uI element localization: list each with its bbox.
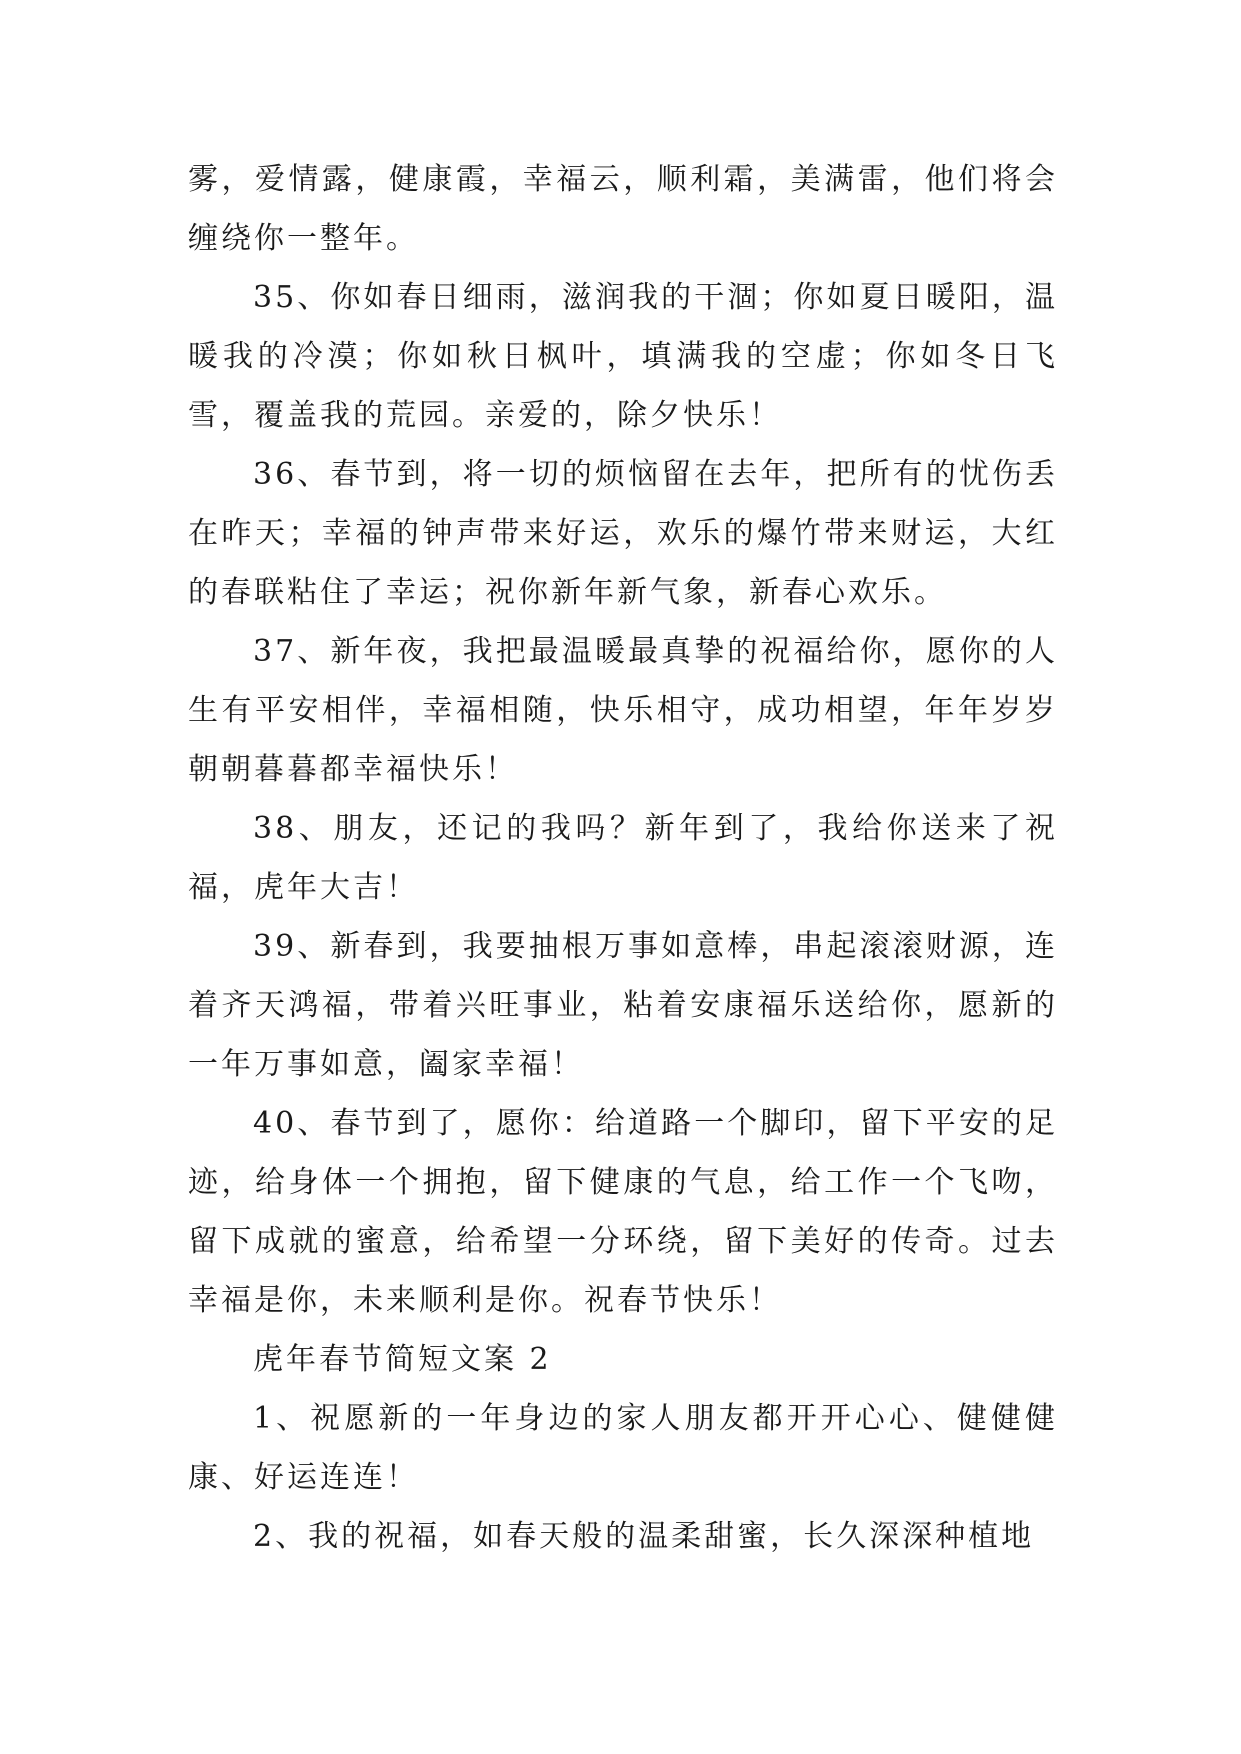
- paragraph-38: 38、朋友，还记的我吗？新年到了，我给你送来了祝福，虎年大吉！: [188, 811, 1058, 905]
- paragraph-36: 36、春节到，将一切的烦恼留在去年，把所有的忧伤丢在昨天；幸福的钟声带来好运，欢乐的爆竹带来财运，大红的春联粘住了幸运；祝你新年新气象，新春心欢乐。: [188, 457, 1058, 610]
- paragraph-40: 40、春节到了，愿你：给道路一个脚印，留下平安的足迹，给身体一个拥抱，留下健康的气息，给工作一个飞吻，留下成就的蜜意，给希望一分环绕，留下美好的传奇。过去幸福是你，未来顺利是你。祝春节快乐！: [188, 1106, 1058, 1318]
- body-text: [188, 150, 1058, 1566]
- paragraph-2: 2、我的祝福，如春天般的温柔甜蜜，长久深深种植地: [253, 1519, 1035, 1554]
- paragraph-continued: 雾，爱情露，健康霞，幸福云，顺利霜，美满雷，他们将会缠绕你一整年。: [188, 162, 1058, 256]
- paragraph-37: 37、新年夜，我把最温暖最真挚的祝福给你，愿你的人生有平安相伴，幸福相随，快乐相守，成功相望，年年岁岁朝朝暮暮都幸福快乐！: [188, 634, 1058, 787]
- paragraph-39: 39、新春到，我要抽根万事如意棒，串起滚滚财源，连着齐天鸿福，带着兴旺事业，粘着安康福乐送给你，愿新的一年万事如意，阖家幸福！: [188, 929, 1058, 1082]
- section-heading: 虎年春节简短文案 2: [253, 1342, 552, 1377]
- paragraph-1: 1、祝愿新的一年身边的家人朋友都开开心心、健健健康、好运连连！: [188, 1401, 1058, 1495]
- paragraph-35: 35、你如春日细雨，滋润我的干涸；你如夏日暖阳，温暖我的冷漠；你如秋日枫叶，填满我的空虚；你如冬日飞雪，覆盖我的荒园。亲爱的，除夕快乐！: [188, 280, 1058, 433]
